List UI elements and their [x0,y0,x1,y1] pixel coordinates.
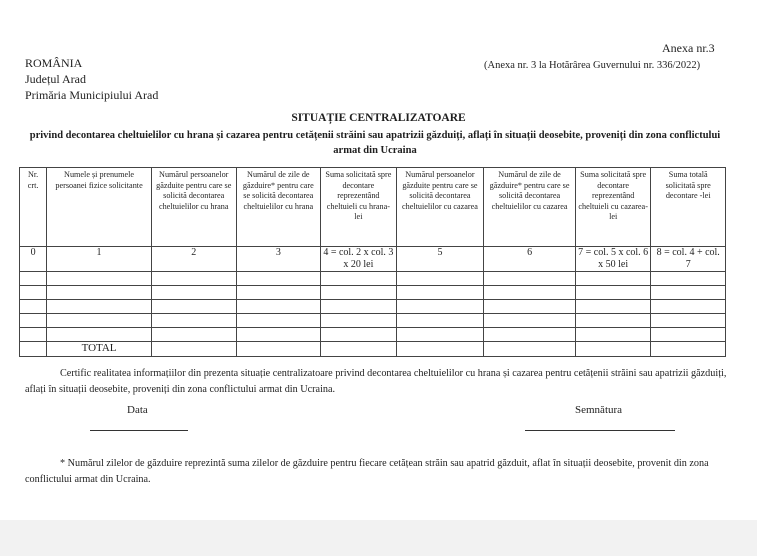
index-cell: 8 = col. 4 + col. 7 [651,247,726,272]
column-header: Suma solicitată spre decontare reprezentând cheltuieli cu hrana-lei [321,168,397,247]
table-row [20,300,726,314]
footnote: * Numărul zilelor de găzduire reprezintă suma zilelor de găzduire pentru fiecare cetățean străin sau apatrid găzduit, aflat în situații deosebite, provenit din zona conflictului armat din Ucraina. [25,458,709,485]
table-header-row [20,168,726,247]
index-cell: 0 [20,247,47,272]
column-index-row [20,247,726,272]
column-header: Nr. crt. [20,168,47,247]
header-county: Județul Arad [25,72,86,86]
summary-table [19,167,726,357]
index-cell: 7 = col. 5 x col. 6 x 50 lei [575,247,651,272]
table-row [20,314,726,328]
column-header: Numărul persoanelor găzduite pentru care se solicită decontarea cheltuielilor cu hrana [151,168,236,247]
page-bottom-band [0,520,757,556]
signature-label: Semnătura [575,404,623,416]
index-cell: 1 [47,247,152,272]
header-municipality: Primăria Municipiului Arad [25,88,159,102]
index-cell: 5 [396,247,484,272]
header-country: ROMÂNIA [25,56,83,70]
certification-statement: Certific realitatea informațiilor din prezenta situație centralizatoare privind decontarea cheltuielilor cu hrana și cazarea pentru cetățenii străini sau apatrizii găzduiți, aflați în situații deosebite, proveniți din zona conflictului armat din Ucraina. [25,368,727,395]
table-row [20,328,726,342]
annex-title: Anexa nr.3 [662,41,715,55]
column-header: Numele și prenumele persoanei fizice solicitante [47,168,152,247]
annex-reference: (Anexa nr. 3 la Hotărârea Guvernului nr. 336/2022) [484,60,701,71]
date-line [90,430,188,431]
document-title: SITUAȚIE CENTRALIZATOARE [291,112,466,124]
table-row [20,272,726,286]
column-header: Numărul persoanelor găzduite pentru care se solicită decontarea cheltuielilor cu cazarea [396,168,484,247]
document-subtitle: privind decontarea cheltuielilor cu hrana și cazarea pentru cetățenii străini sau apatrizii găzduiți, aflați în situații deosebite, proveniți din zona conflictului armat din Ucraina [29,130,721,156]
column-header: Suma totală solicitată spre decontare -lei [651,168,726,247]
column-header: Numărul de zile de găzduire* pentru care se solicită decontarea cheltuielilor cu cazarea [484,168,576,247]
date-label: Data [127,404,148,416]
index-cell: 2 [151,247,236,272]
column-header: Numărul de zile de găzduire* pentru care se solicită decontarea cheltuielilor cu hrana [236,168,321,247]
table-row [20,286,726,300]
total-label: TOTAL [47,342,152,357]
index-cell: 6 [484,247,576,272]
signature-line [525,430,675,431]
index-cell: 3 [236,247,321,272]
index-cell: 4 = col. 2 x col. 3 x 20 lei [321,247,397,272]
column-header: Suma solicitată spre decontare reprezentând cheltuieli cu cazarea-lei [575,168,651,247]
total-row [20,342,726,357]
